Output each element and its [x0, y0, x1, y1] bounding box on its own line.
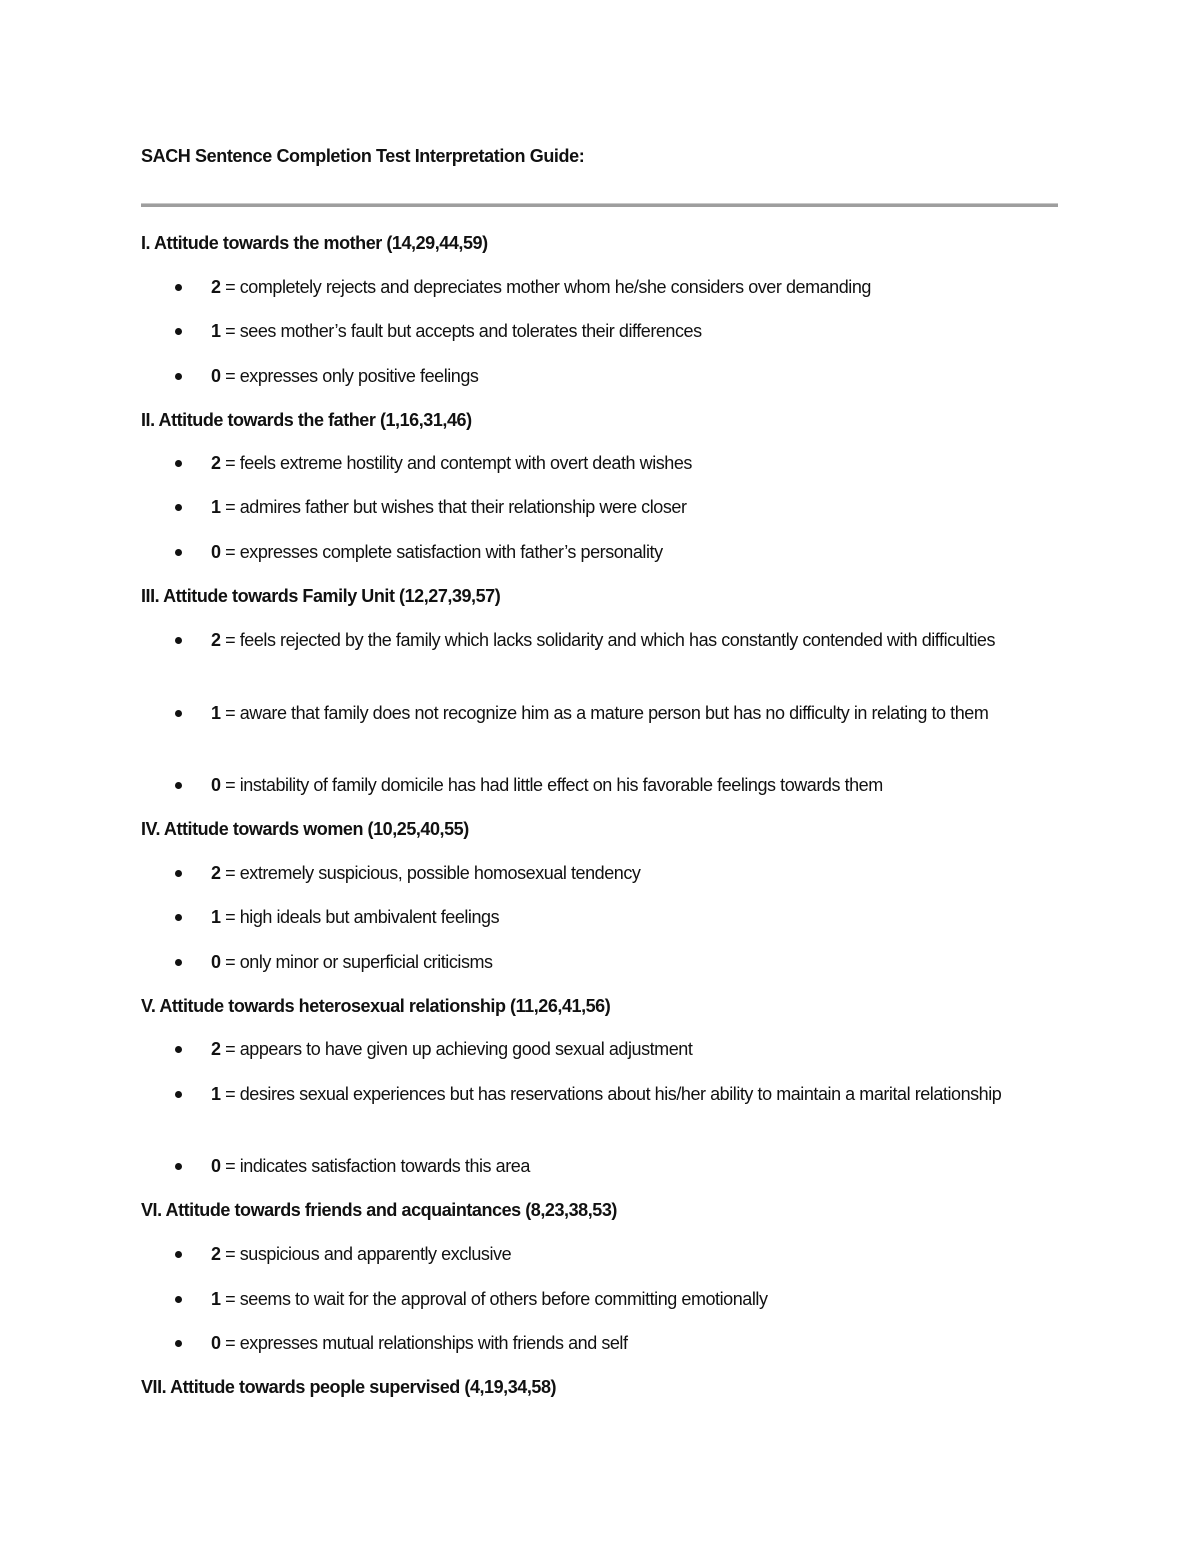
list-item	[172, 493, 1052, 521]
score-value: 2	[211, 277, 221, 297]
score-value: 0	[211, 1156, 221, 1176]
score-value: 2	[211, 453, 221, 473]
score-value: 1	[211, 497, 221, 517]
section-heading-family-unit: III. Attitude towards Family Unit (12,27,39,57)	[141, 586, 501, 606]
list-item	[172, 1035, 1052, 1063]
score-value: 1	[211, 703, 221, 723]
item-description: = seems to wait for the approval of others before committing emotionally	[220, 1289, 768, 1309]
item-description: = feels rejected by the family which lacks solidarity and which has constantly contended with difficulties	[220, 630, 995, 650]
bullet-icon	[175, 870, 182, 877]
score-value: 1	[211, 907, 221, 927]
item-description: = appears to have given up achieving good sexual adjustment	[220, 1039, 693, 1059]
document-title: SACH Sentence Completion Test Interpretation Guide:	[141, 146, 585, 166]
bullet-icon	[175, 328, 182, 335]
bullet-icon	[175, 1046, 182, 1053]
list-item	[172, 449, 1052, 477]
horizontal-rule	[141, 203, 1058, 207]
item-description: = aware that family does not recognize him as a mature person but has no difficulty in relating to them	[220, 703, 989, 723]
item-description: = indicates satisfaction towards this area	[220, 1156, 530, 1176]
item-description: = sees mother’s fault but accepts and tolerates their differences	[220, 321, 702, 341]
item-description: = desires sexual experiences but has reservations about his/her ability to maintain a marital relationship	[220, 1084, 1002, 1104]
item-description: = expresses only positive feelings	[220, 366, 479, 386]
bullet-icon	[175, 1251, 182, 1258]
score-value: 0	[211, 542, 221, 562]
item-description: = expresses complete satisfaction with father’s personality	[220, 542, 663, 562]
bullet-icon	[175, 1163, 182, 1170]
list-item	[172, 903, 1052, 931]
bullet-icon	[175, 1340, 182, 1347]
score-value: 2	[211, 863, 221, 883]
section-heading-friends-acquaintances: VI. Attitude towards friends and acquaintances (8,23,38,53)	[141, 1200, 617, 1220]
list-item	[172, 317, 1052, 345]
section-heading-mother: I. Attitude towards the mother (14,29,44,59)	[141, 233, 488, 253]
list-item	[172, 1152, 1052, 1180]
bullet-icon	[175, 284, 182, 291]
bullet-icon	[175, 1296, 182, 1303]
score-value: 0	[211, 1333, 221, 1353]
bullet-icon	[175, 914, 182, 921]
score-value: 2	[211, 1039, 221, 1059]
item-description: = instability of family domicile has had little effect on his favorable feelings towards them	[220, 775, 883, 795]
section-heading-people-supervised: VII. Attitude towards people supervised (4,19,34,58)	[141, 1377, 557, 1397]
bullet-icon	[175, 710, 182, 717]
list-item	[172, 1080, 1052, 1108]
item-description: = completely rejects and depreciates mother whom he/she considers over demanding	[220, 277, 871, 297]
score-value: 0	[211, 952, 221, 972]
bullet-icon	[175, 373, 182, 380]
bullet-icon	[175, 460, 182, 467]
item-description: = only minor or superficial criticisms	[220, 952, 493, 972]
score-value: 1	[211, 1289, 221, 1309]
list-item	[172, 1329, 1052, 1357]
bullet-icon	[175, 782, 182, 789]
score-value: 1	[211, 1084, 221, 1104]
bullet-icon	[175, 504, 182, 511]
list-item	[172, 1285, 1052, 1313]
list-item	[172, 699, 1052, 727]
score-value: 2	[211, 630, 221, 650]
item-description: = feels extreme hostility and contempt with overt death wishes	[220, 453, 692, 473]
item-description: = suspicious and apparently exclusive	[220, 1244, 512, 1264]
item-description: = expresses mutual relationships with friends and self	[220, 1333, 628, 1353]
list-item	[172, 362, 1052, 390]
score-value: 0	[211, 775, 221, 795]
list-item	[172, 273, 1052, 301]
bullet-icon	[175, 549, 182, 556]
list-item	[172, 626, 1052, 654]
section-heading-women: IV. Attitude towards women (10,25,40,55)	[141, 819, 469, 839]
item-description: = extremely suspicious, possible homosexual tendency	[220, 863, 641, 883]
list-item	[172, 1240, 1052, 1268]
score-value: 0	[211, 366, 221, 386]
item-description: = high ideals but ambivalent feelings	[220, 907, 500, 927]
score-value: 2	[211, 1244, 221, 1264]
score-value: 1	[211, 321, 221, 341]
section-heading-father: II. Attitude towards the father (1,16,31,46)	[141, 410, 472, 430]
bullet-icon	[175, 637, 182, 644]
list-item	[172, 859, 1052, 887]
item-description: = admires father but wishes that their relationship were closer	[220, 497, 687, 517]
section-heading-heterosexual-relationship: V. Attitude towards heterosexual relationship (11,26,41,56)	[141, 996, 611, 1016]
bullet-icon	[175, 1091, 182, 1098]
list-item	[172, 771, 1052, 799]
list-item	[172, 538, 1052, 566]
list-item	[172, 948, 1052, 976]
bullet-icon	[175, 959, 182, 966]
